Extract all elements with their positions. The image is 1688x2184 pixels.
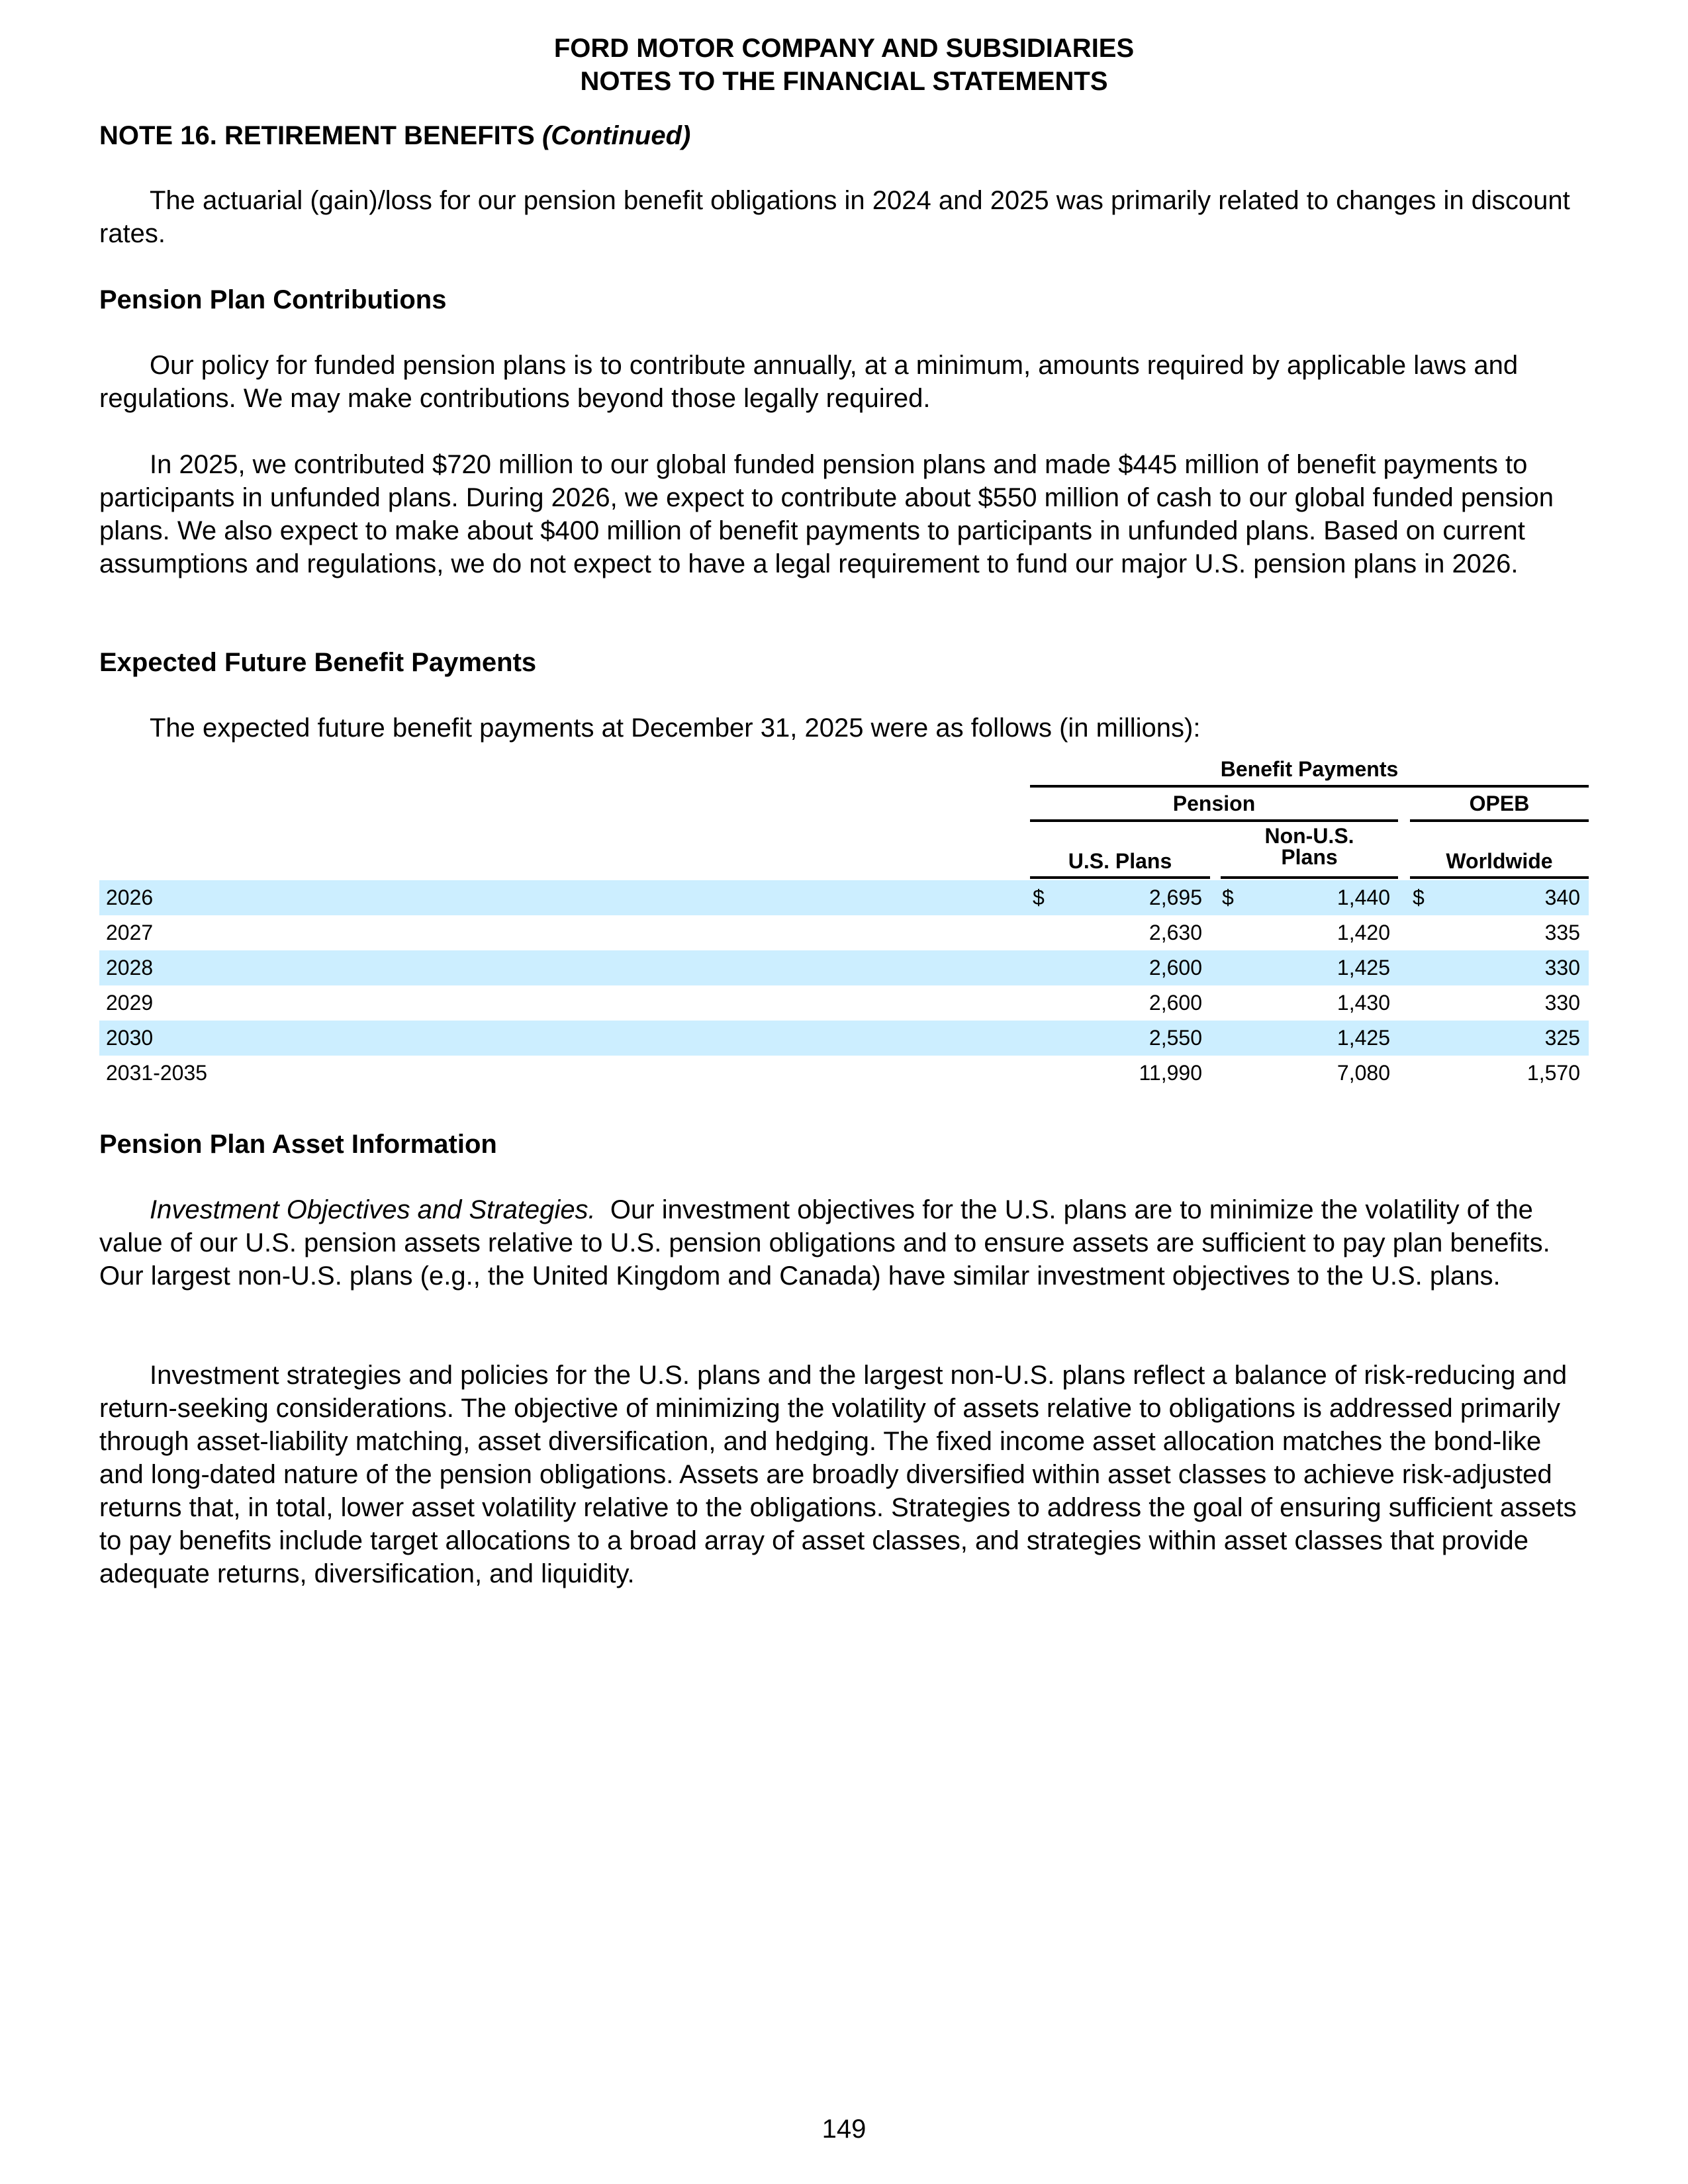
table-row (99, 950, 1589, 985)
cell-non-us-plans: 1,425 (1336, 956, 1390, 979)
note-title-text: NOTE 16. RETIREMENT BENEFITS (99, 121, 535, 150)
cell-worldwide: 1,570 (1526, 1061, 1580, 1085)
investment-strategies-paragraph (99, 1359, 1589, 1590)
investment-objectives-label: Investment Objectives and Strategies. (150, 1195, 596, 1224)
pension-rule (1030, 819, 1398, 822)
currency-symbol: $ (1222, 886, 1234, 909)
row-year: 2027 (106, 921, 154, 944)
cell-worldwide: 335 (1544, 921, 1580, 944)
contribution-2025-paragraph (99, 448, 1589, 580)
table-row (99, 985, 1589, 1021)
statement-subtitle: NOTES TO THE FINANCIAL STATEMENTS (580, 67, 1108, 96)
us-plans-rule (1030, 876, 1210, 879)
company-name: FORD MOTOR COMPANY AND SUBSIDIARIES (553, 34, 1135, 63)
table-row (99, 915, 1589, 950)
row-year: 2028 (106, 956, 154, 979)
cell-us-plans: 11,990 (1139, 1061, 1202, 1085)
table-row (99, 1021, 1589, 1056)
cell-worldwide: 330 (1544, 956, 1580, 979)
row-year: 2031-2035 (106, 1061, 208, 1085)
note-title (99, 119, 690, 152)
page-number: 149 (821, 2115, 867, 2144)
worldwide-rule (1410, 876, 1589, 879)
contribution-policy-text: Our policy for funded pension plans is to contribute annually, at a minimum, amounts required by applicable laws and regulations. We may make contributions beyond those legally required. (99, 351, 1519, 413)
non-us-plans-rule (1221, 876, 1398, 879)
col-header-non-us-line1: Non-U.S. (1264, 824, 1354, 848)
benefit-payments-header: Benefit Payments (1220, 757, 1399, 781)
contribution-2025-text: In 2025, we contributed $720 million to our global funded pension plans and made $445 million of benefit payments to participants in unfunded plans. During 2026, we expect to contribute about $550 million of cash to our global funded pension plans. We also expect to make about $400 million of benefit payments to participants in unfunded plans. Based on current assumptions and regulations, we do not expect to have a legal requirement to fund our major U.S. pension plans in 2026. (99, 450, 1554, 578)
currency-symbol: $ (1413, 886, 1425, 909)
cell-non-us-plans: 1,420 (1336, 921, 1390, 944)
row-year: 2029 (106, 991, 154, 1015)
contribution-policy-paragraph (99, 349, 1589, 415)
row-year: 2030 (106, 1026, 154, 1050)
actuarial-paragraph (99, 184, 1589, 250)
cell-non-us-plans: 1,430 (1336, 991, 1390, 1015)
expected-payments-heading: Expected Future Benefit Payments (99, 648, 537, 677)
cell-non-us-plans: 1,440 (1336, 886, 1390, 909)
col-header-non-us-plans (1221, 823, 1398, 870)
col-header-non-us-line2: Plans (1281, 845, 1338, 869)
expected-payments-intro (99, 711, 1589, 745)
cell-non-us-plans: 1,425 (1336, 1026, 1390, 1050)
row-year: 2026 (106, 886, 154, 909)
investment-objectives-text: Our investment objectives for the U.S. plans are to minimize the volatility of the value of our U.S. pension assets relative to U.S. pension obligations and to ensure assets are sufficient to pay plan benefits. Our largest non-U.S. plans (e.g., the United Kingdom and Canada) have similar investment objectives to the U.S. plans. (99, 1195, 1550, 1291)
cell-worldwide: 340 (1544, 886, 1580, 909)
opeb-rule (1410, 819, 1589, 822)
col-header-us-plans: U.S. Plans (1068, 849, 1172, 873)
opeb-header: OPEB (1469, 792, 1530, 815)
pension-header: Pension (1172, 792, 1256, 815)
cell-non-us-plans: 7,080 (1336, 1061, 1390, 1085)
note-continued: (Continued) (541, 121, 691, 150)
cell-us-plans: 2,600 (1149, 991, 1202, 1015)
cell-worldwide: 325 (1544, 1026, 1580, 1050)
table-row (99, 1056, 1589, 1091)
document-header (99, 32, 1589, 98)
cell-us-plans: 2,550 (1149, 1026, 1202, 1050)
asset-info-heading: Pension Plan Asset Information (99, 1130, 497, 1159)
actuarial-text: The actuarial (gain)/loss for our pension benefit obligations in 2024 and 2025 was primarily related to changes in discount rates. (99, 186, 1570, 248)
expected-payments-intro-text: The expected future benefit payments at December 31, 2025 were as follows (in millions): (150, 713, 1201, 743)
investment-strategies-text: Investment strategies and policies for the U.S. plans and the largest non-U.S. plans reflect a balance of risk-reducing and return-seeking considerations. The objective of minimizing the volatility of assets relative to obligations is addressed primarily through asset-liability matching, asset diversification, and hedging. The fixed income asset allocation matches the bond-like and long-dated nature of the pension obligations. Assets are broadly diversified within asset classes to achieve risk-adjusted returns that, in total, lower asset volatility relative to the obligations. Strategies to address the goal of ensuring sufficient assets to pay benefits include target allocations to a broad array of asset classes, and strategies within asset classes that provide adequate returns, diversification, and liquidity. (99, 1361, 1577, 1588)
col-header-worldwide: Worldwide (1446, 849, 1553, 873)
cell-us-plans: 2,695 (1149, 886, 1202, 909)
cell-us-plans: 2,630 (1149, 921, 1202, 944)
header-rule (1030, 785, 1589, 788)
contributions-heading: Pension Plan Contributions (99, 285, 447, 314)
investment-objectives-paragraph (99, 1193, 1589, 1293)
currency-symbol: $ (1033, 886, 1045, 909)
cell-us-plans: 2,600 (1149, 956, 1202, 979)
table-row (99, 880, 1589, 915)
cell-worldwide: 330 (1544, 991, 1580, 1015)
